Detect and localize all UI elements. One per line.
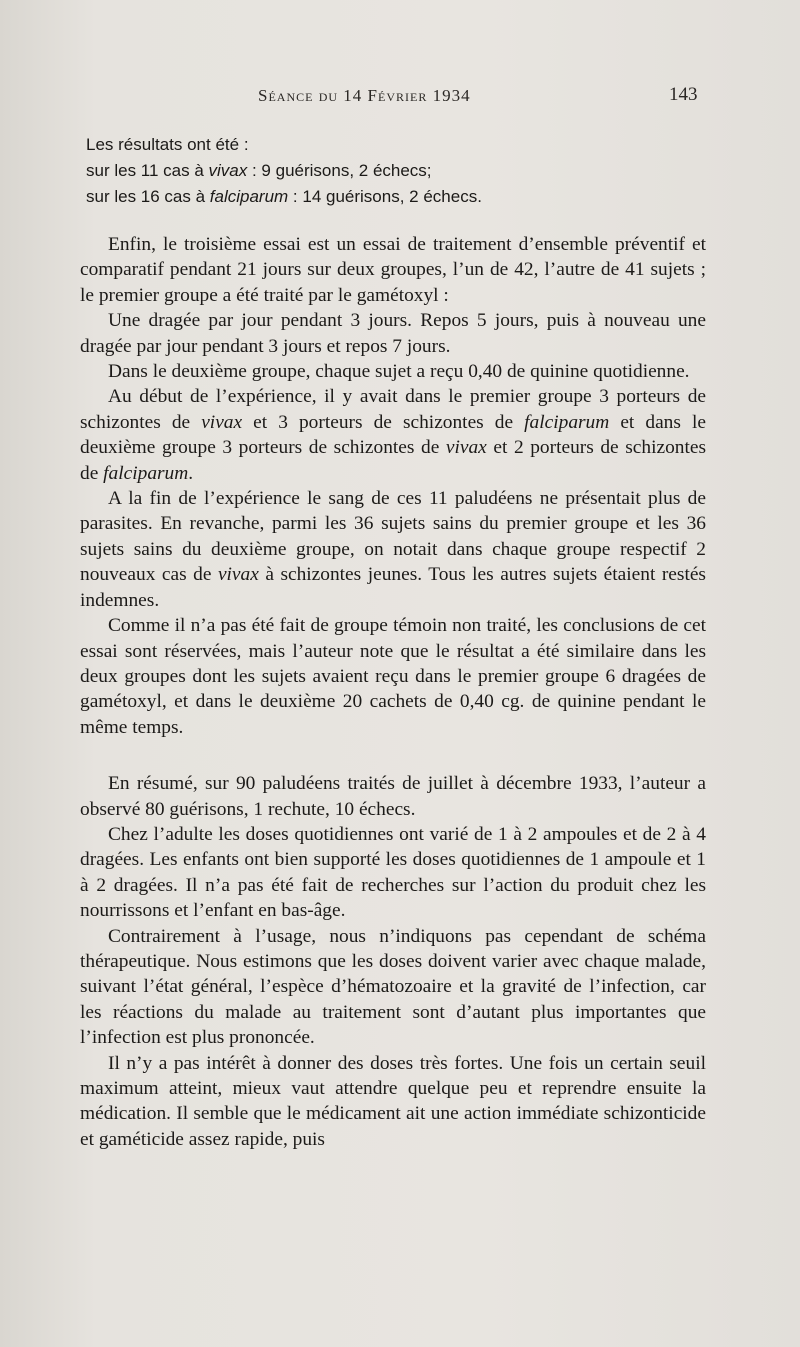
species-term: vivax xyxy=(201,411,243,433)
results-vivax-prefix: sur les 11 cas à xyxy=(86,161,209,180)
results-falciparum-line xyxy=(86,184,706,210)
results-falciparum-suffix: : 14 guérisons, 2 échecs. xyxy=(288,187,482,206)
species-term: vivax xyxy=(217,564,259,586)
paragraph-experiment-end xyxy=(80,486,706,613)
text-run: Au début de l’expérience, il y avait dans le premier groupe 3 porteurs de schizontes de xyxy=(80,386,706,433)
running-title: Séance du 14 Février 1934 xyxy=(258,86,471,105)
species-term: falciparum xyxy=(103,462,189,484)
paragraph-third-trial: Enfin, le troisième essai est un essai de traitement d’ensemble préventif et comparatif pendant 21 jours sur deux groupes, l’un de 42, l’autre de 41 sujets ; le premier groupe a été traité par le gamétoxyl : xyxy=(80,234,706,306)
text-run: . xyxy=(188,462,194,484)
page-number: 143 xyxy=(669,84,698,105)
results-vivax-term: vivax xyxy=(208,161,248,180)
paragraph-conclusions: Comme il n’a pas été fait de groupe témoin non traité, les conclusions de cet essai sont réservées, mais l’auteur note que le résultat a été similaire dans les deux groupes dont les sujets avaient reçu dans le premier groupe 6 dragées de gamétoxyl, et dans le deuxième 20 cachets de 0,40 cg. de quinine pendant le même temps. xyxy=(80,615,706,738)
text-run: A la fin de l’expérience le sang de ces 11 paludéens ne présentait plus de parasites. En revanche, parmi les 36 sujets sains du premier groupe et les 36 sujets sains du deuxième groupe, on notait dans chaque groupe respectif 2 nouveaux cas de xyxy=(80,488,706,586)
text-run: à schizontes jeunes. Tous les autres sujets étaient restés indemnes. xyxy=(80,564,706,611)
text-run: et dans le deuxième groupe 3 porteurs de schizontes de xyxy=(80,411,706,459)
paragraph-summary: En résumé, sur 90 paludéens traités de juillet à décembre 1933, l’auteur a observé 80 guérisons, 1 rechute, 10 échecs. xyxy=(80,773,706,820)
text-run: et 3 porteurs de schizontes de xyxy=(242,411,525,433)
document-body xyxy=(80,132,706,1152)
paragraph-dosage-schedule: Une dragée par jour pendant 3 jours. Repos 5 jours, puis à nouveau une dragée par jour pendant 3 jours et repos 7 jours. xyxy=(80,310,706,357)
paragraph-experiment-start xyxy=(80,384,706,486)
species-term: vivax xyxy=(445,437,487,459)
results-falciparum-term: falciparum xyxy=(209,187,289,206)
results-vivax-suffix: : 9 guérisons, 2 échecs; xyxy=(247,161,432,180)
paragraph-doses: Chez l’adulte les doses quotidiennes ont varié de 1 à 2 ampoules et de 2 à 4 dragées. Les enfants ont bien supporté les doses quotidiennes de 1 ampoule et 1 à 2 dragées. Il n’a pas été fait de recherches sur l’action du produit chez les nourrissons et l’enfant en bas-âge. xyxy=(80,823,706,922)
paragraph-second-group: Dans le deuxième groupe, chaque sujet a reçu 0,40 de quinine quotidienne. xyxy=(108,361,690,383)
running-head xyxy=(0,86,800,110)
species-term: falciparum xyxy=(524,411,610,433)
results-block xyxy=(80,132,706,210)
text-run: et 2 porteurs de schizontes de xyxy=(80,437,706,484)
paragraph-therapeutic-scheme: Contrairement à l’usage, nous n’indiquons pas cependant de schéma thérapeutique. Nous estimons que les doses doivent varier avec chaque malade, suivant l’état général, l’espèce d’hématozoaire et la gravité de l’infection, car les réactions du malade au traitement sont d’autant plus importantes que l’infection est plus prononcée. xyxy=(80,925,706,1049)
results-falciparum-prefix: sur les 16 cas à xyxy=(86,187,210,206)
results-vivax-line xyxy=(86,158,706,184)
results-intro: Les résultats ont été : xyxy=(86,135,249,154)
paragraph-strong-doses: Il n’y a pas intérêt à donner des doses très fortes. Une fois un certain seuil maximum atteint, mieux vaut attendre quelque peu et reprendre ensuite la médication. Il semble que le médicament ait une action immédiate schizonticide et gaméticide assez rapide, puis xyxy=(80,1052,706,1150)
